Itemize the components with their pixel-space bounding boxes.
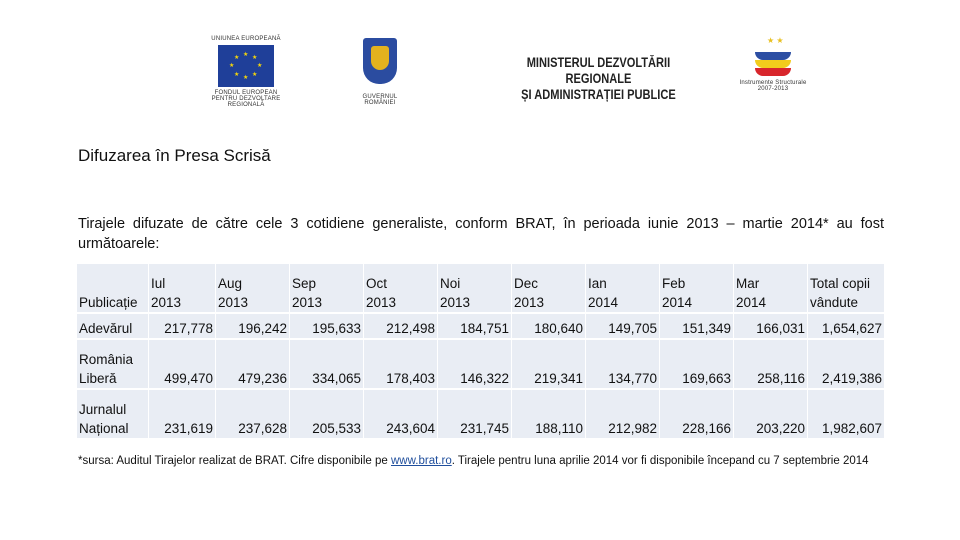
cell-text: Liberă [79,371,117,386]
header-month [364,264,438,314]
cell-text: Mar [736,276,760,291]
ministry-logo [498,55,699,103]
gov-caption: GUVERNUL ROMÂNIEI [362,94,398,106]
cell-text: Publicație [79,295,138,310]
table-header-row [77,264,885,314]
monthly-value: 258,116 [734,340,808,390]
monthly-value: 479,236 [216,340,290,390]
monthly-value: 151,349 [660,314,734,340]
cell-text: 2014 [588,295,619,310]
cell-text: 2013 [366,295,397,310]
header-month [149,264,216,314]
cell-text: Feb [662,276,686,291]
monthly-value: 212,982 [586,390,660,440]
eu-logo-caption: PENTRU DEZVOLTARE REGIONALĂ [211,96,281,108]
cell-text: Adevărul [79,321,133,336]
monthly-value: 237,628 [216,390,290,440]
monthly-value: 228,166 [660,390,734,440]
footnote [78,452,888,470]
eu-logo [196,36,296,108]
monthly-value: 188,110 [512,390,586,440]
cell-text: 2013 [151,295,182,310]
monthly-value: 243,604 [364,390,438,440]
table-row [77,340,885,390]
monthly-value: 149,705 [586,314,660,340]
header-month [586,264,660,314]
brat-link[interactable]: www.brat.ro [391,455,452,467]
eu-logo-top: UNIUNEA EUROPEANĂ [211,36,281,42]
footnote-text: . Tirajele pentru luna aprilie 2014 vor fi disponibile începand cu 7 septembrie 2014 [451,455,869,467]
monthly-value: 334,065 [290,340,364,390]
structural-instruments-icon: ★ ★ [749,36,797,80]
is-caption: 2007-2013 [757,86,789,92]
structural-instruments-logo [733,36,813,92]
monthly-value: 231,619 [149,390,216,440]
cell-text: Dec [514,276,539,291]
monthly-value: 146,322 [438,340,512,390]
monthly-value: 203,220 [734,390,808,440]
cell-text: Jurnalul [79,402,127,417]
monthly-value: 217,778 [149,314,216,340]
monthly-value: 212,498 [364,314,438,340]
page-title: Difuzarea în Presa Scrisă [78,146,271,165]
header-month [290,264,364,314]
cell-text: Noi [440,276,461,291]
is-caption: Instrumente Structurale [739,80,807,86]
total-value: 1,982,607 [808,390,885,440]
government-logo [348,38,412,106]
header-month [216,264,290,314]
cell-text: 2013 [292,295,323,310]
monthly-value: 231,745 [438,390,512,440]
cell-text: 2013 [514,295,545,310]
header-month [734,264,808,314]
monthly-value: 180,640 [512,314,586,340]
circulation-table [77,264,885,440]
cell-text: Ian [588,276,607,291]
monthly-value: 178,403 [364,340,438,390]
cell-text: Total copii [810,276,871,291]
monthly-value: 219,341 [512,340,586,390]
cell-text: România [79,352,134,367]
cell-text: 2013 [440,295,471,310]
publication-name [77,340,149,390]
coat-of-arms-icon [363,38,397,84]
monthly-value: 196,242 [216,314,290,340]
eu-logo-caption: FONDUL EUROPEAN [214,90,278,96]
monthly-value: 195,633 [290,314,364,340]
cell-text: Sep [292,276,317,291]
header-total [808,264,885,314]
monthly-value: 134,770 [586,340,660,390]
eu-flag-icon: ★ ★ ★ ★ ★ ★ ★ ★ [218,45,274,87]
total-value: 1,654,627 [808,314,885,340]
monthly-value: 169,663 [660,340,734,390]
table-row [77,390,885,440]
header-month [512,264,586,314]
monthly-value: 205,533 [290,390,364,440]
cell-text: Oct [366,276,388,291]
cell-text: 2014 [736,295,767,310]
cell-text: 2014 [662,295,693,310]
header-month [438,264,512,314]
footnote-text: *sursa: Auditul Tirajelor realizat de BRAT. Cifre disponibile pe [78,455,391,467]
monthly-value: 166,031 [734,314,808,340]
cell-text: Aug [218,276,243,291]
cell-text: Iul [151,276,166,291]
ministry-line2: ȘI ADMINISTRAȚIEI PUBLICE [521,87,676,102]
intro-text: Tirajele difuzate de către cele 3 cotidiene generaliste, conform BRAT, în perioada iunie 2013 – martie 2014* au fost următoarele: [78,216,884,252]
cell-text: Național [79,421,129,436]
publication-name [77,390,149,440]
monthly-value: 184,751 [438,314,512,340]
cell-text: 2013 [218,295,249,310]
ministry-line1: MINISTERUL DEZVOLTĂRII REGIONALE [526,55,671,86]
cell-text: vândute [810,295,859,310]
header-month [660,264,734,314]
monthly-value: 499,470 [149,340,216,390]
total-value: 2,419,386 [808,340,885,390]
table-row [77,314,885,340]
header-publication [77,264,149,314]
publication-name [77,314,149,340]
